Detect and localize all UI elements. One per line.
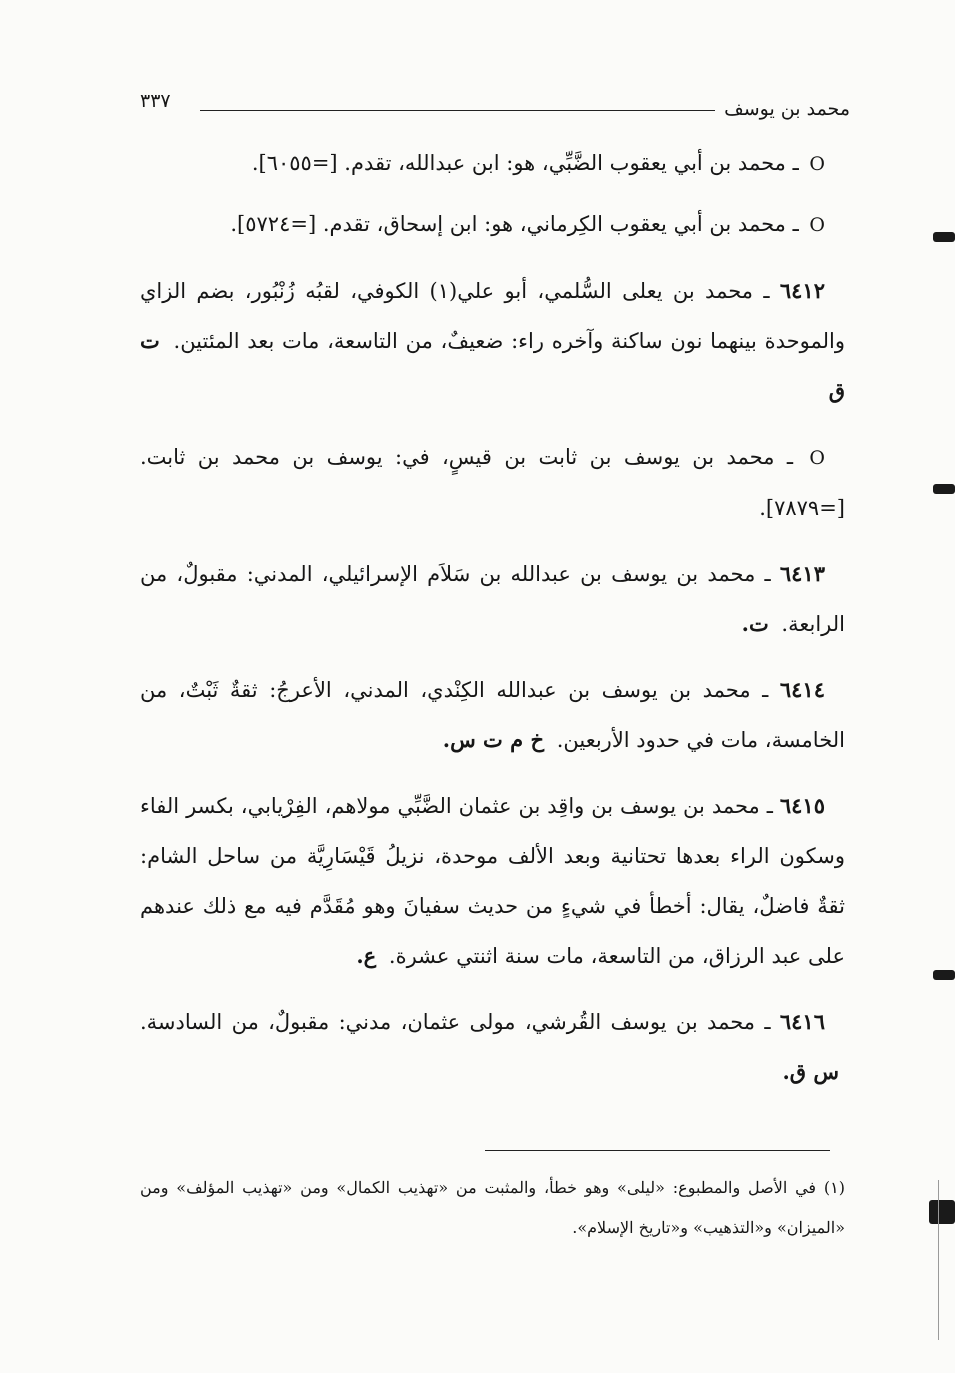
entry-sigla: ع. <box>356 943 377 968</box>
header-rule <box>200 110 715 111</box>
entry-text: ـ محمد بن أبي يعقوب الكِرماني، هو: ابن إسحاق، تقدم. [=٥٧٢٤]. <box>230 212 799 236</box>
scan-edge-mark <box>933 484 955 494</box>
entry-text: ـ محمد بن يوسف بن عبدالله الكِنْدي، المدني، الأعرجُ: ثقةٌ ثَبْتٌ، من الخامسة، مات في حدود الأربعين. <box>140 678 845 752</box>
circle-marker-icon: O <box>809 153 825 175</box>
entry-number: ٦٤١٢ <box>779 278 825 303</box>
entry-sigla: س ق. <box>782 1059 839 1084</box>
footnote-mark: (١) <box>823 1178 845 1197</box>
entry-text: ـ محمد بن أبي يعقوب الضَّبِّي، هو: ابن عبدالله، تقدم. [=٦٠٥٥]. <box>251 151 799 175</box>
entry-text: ـ محمد بن يوسف بن واقِد بن عثمان الضَّبِّي مولاهم، الفِرْيابي، بكسر الفاء وسكون الراء بعدها تحتانية وبعد الألف موحدة، نزيلُ قَيْسَارِيَّة من ساحل الشام: ثقةٌ فاضلٌ، يقال: أخطأ في شيءٍ من حديث سفيانَ وهو مُقَدَّم فيه مع ذلك عندهم على عبد الرزاق، من التاسعة، مات سنة اثنتي عشرة. <box>140 794 845 968</box>
entries-body <box>140 138 845 1107</box>
page-header <box>140 84 850 124</box>
entry-number: ٦٤١٣ <box>779 561 825 586</box>
scan-edge-line <box>938 1180 939 1340</box>
footnote-rule <box>485 1150 830 1151</box>
entry <box>140 432 845 533</box>
entry <box>140 665 845 765</box>
entry <box>140 138 845 189</box>
entry-sigla: خ م ت س. <box>442 727 545 752</box>
footnote <box>140 1168 845 1248</box>
entry-number: ٦٤١٥ <box>779 793 825 818</box>
entry-text: ـ محمد بن يوسف بن عبدالله بن سَلاَم الإسرائيلي، المدني: مقبولٌ، من الرابعة. <box>140 562 845 636</box>
entry <box>140 199 845 250</box>
entry-sigla: ت ق <box>140 328 845 403</box>
page-number: ٣٣٧ <box>140 90 171 112</box>
entry <box>140 266 845 416</box>
footnote-text: في الأصل والمطبوع: «ليلى» وهو خطأ، والمثبت من «تهذيب الكمال» ومن «تهذيب المؤلف» ومن «الميزان» و«التذهيب» و«تاريخ الإسلام». <box>140 1178 845 1237</box>
entry-sigla: ت. <box>741 611 769 636</box>
scan-edge-mark <box>933 232 955 242</box>
circle-marker-icon: O <box>809 214 825 236</box>
entry <box>140 997 845 1097</box>
entry <box>140 549 845 649</box>
entry-text: ـ محمد بن يعلى السُّلمي، أبو علي(١) الكوفي، لقبُه زُنْبُور، بضم الزاي والموحدة بينهما نون ساكنة وآخره راء: ضعيفٌ، من التاسعة، مات بعد المئتين. <box>140 279 845 353</box>
scan-edge-mark <box>929 1200 955 1224</box>
scan-edge-mark <box>933 970 955 980</box>
running-title: محمد بن يوسف <box>724 98 850 120</box>
entry-number: ٦٤١٦ <box>779 1009 825 1034</box>
entry-text: ـ محمد بن يوسف القُرشي، مولى عثمان، مدني: مقبولٌ، من السادسة. <box>140 1010 771 1034</box>
entry-number: ٦٤١٤ <box>779 677 825 702</box>
circle-marker-icon: O <box>809 447 825 469</box>
entry <box>140 781 845 981</box>
entry-text: ـ محمد بن يوسف بن ثابت بن قيسٍ، في: يوسف بن محمد بن ثابت. [=٧٨٧٩]. <box>140 445 845 520</box>
